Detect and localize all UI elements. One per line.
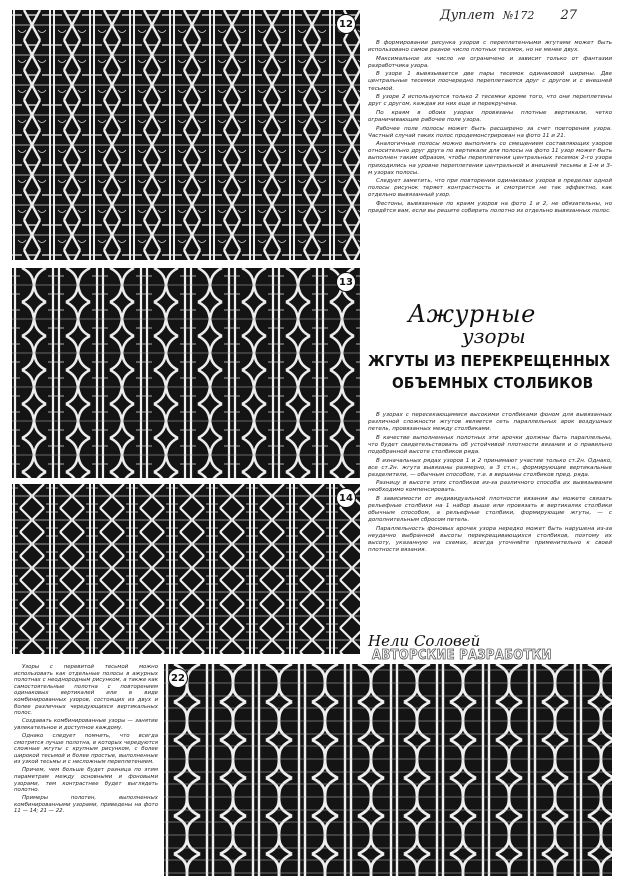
issue-number: №172	[502, 9, 535, 22]
lace-swatch-13-image	[12, 268, 360, 478]
author-name: Нели Соловей	[368, 632, 481, 650]
section-subtitle-line1: ЖГУТЫ ИЗ ПЕРЕКРЕЩЕННЫХ	[368, 352, 611, 370]
paragraph: Однако следует помнить, что всегда смотрятся лучше полотна, в которых чередуются сложные жгуты с крупным рисунком, с более широкой тесьмой и более простые, выполненные из узкой тесьмы и с несложным переплетением.	[14, 732, 158, 766]
paragraph: Узоры с перевитой тесьмой можно использовать как отдельные полосы в ажурных полотнах с неоднородным рисунком, а также как самостоятельные полотна с повторением одинаковых вертикалей или в виде комбинированных узоров, состоящих из двух и более различных чередующихся вертикальных полос.	[14, 664, 158, 717]
paragraph: В узоре 2 используются только 2 тесемки кроме того, что они переплетены друг с другом, каждая из них еще и перекручена.	[368, 94, 612, 108]
lace-swatch-12	[12, 10, 360, 260]
lace-swatch-14	[12, 484, 360, 654]
lace-swatch-13	[12, 268, 360, 478]
magazine-title: Дуплет	[440, 8, 495, 23]
technique-text-column	[368, 412, 612, 630]
section-title-line1: Ажурные	[408, 300, 536, 328]
intro-text-column	[368, 40, 612, 305]
section-title-line2: узоры	[462, 324, 526, 348]
paragraph: В зависимости от индивидуальной плотности вязания вы можете связать рельефные столбики на 1 набор выше или провязать в вертикалях столбики обычным способом, а рельефные столбики, формирующие жгуты, — с дополнительным сбросом петель.	[368, 496, 612, 524]
paragraph: Примеры полотен, выполненных комбинированными узорами, приведены на фото 11 — 14; 21 — 22.	[14, 795, 158, 815]
lace-swatch-22-image	[164, 664, 612, 876]
paragraph: По краям в обоих узорах провязаны плотные вертикали, четко ограничивающие рабочее поле узора.	[368, 109, 612, 123]
page-header	[440, 8, 612, 30]
paragraph: В качестве выполненных полотных эти арочки должны быть параллельны, что будет свидетельствовать об устойчивой плотности вязания и о правильно подобранной высоте столбиков ряда.	[368, 434, 612, 455]
paragraph: Рабочее поле полосы может быть расширено за счет повторения узора. Частный случай таких полос продемонстрирован на фото 11 и 21.	[368, 125, 612, 139]
paragraph: В изначальных рядах узоров 1 и 2 принимают участие только ст.2н. Однако, все ст.2н. жгута вывязаны размерно, а 3 ст.н., формирующие вертикальные разделители, — обычным способом, т.е. в вершины столбиков пред. ряда.	[368, 457, 612, 478]
paragraph: Фестоны, вывязанные по краям узоров на фото 1 и 2, не обязательны, но придётся вам, если вы решите собирать полотно из отдельно вывязанных полос.	[368, 200, 612, 215]
paragraph: Максимальное их число не ограничено и зависит только от фантазии разработчика узора.	[368, 55, 612, 69]
paragraph: В формировании рисунка узоров с переплетенными жгутами может быть использовано самое разное число плотных тесемок, но не менее двух.	[368, 40, 612, 54]
combination-text-column	[14, 664, 158, 876]
paragraph: Причем, чем больше будет разница по этим параметрам между основными и фоновыми узорами, тем контрастнее будет выглядеть полотно.	[14, 767, 158, 794]
page-number: 27	[560, 8, 578, 23]
paragraph: Создавать комбинированные узоры — занятие увлекательное и доступное каждому.	[14, 718, 158, 731]
paragraph: Аналогичные полосы можно выполнять со смещением составляющих узоров относительно друг друга по вертикали для полосы на фото 11 узор может быть выполнен таким образом, чтобы переплетения центральных тесемок 2-го узора приходились на уровне переплетения центральной и внешней тесьмы в 1-м и 3-м узорах полосы.	[368, 141, 612, 176]
paragraph: Параллельность фоновых арочек узора нередко может быть нарушена из-за неудачно выбранной высоты перекрещивающихся столбиков, поэтому их высоту, указанную на схемах, всегда уточняйте применительно к своей плотности вязания.	[368, 525, 612, 554]
swatch-number-badge: 13	[336, 272, 356, 292]
swatch-number-badge: 14	[336, 488, 356, 508]
swatch-number-badge: 12	[336, 14, 356, 34]
swatch-number-badge: 22	[168, 668, 188, 688]
paragraph: В узорах с пересекающимися высокими столбиками фоном для вывязанных различной сложности жгутов является сеть параллельных арок воздушных петель, провязанных между столбиками.	[368, 412, 612, 433]
lace-swatch-12-image	[12, 10, 360, 260]
lace-swatch-14-image	[12, 484, 360, 654]
author-tagline: АВТОРСКИЕ РАЗРАБОТКИ	[372, 648, 552, 663]
lace-swatch-22	[164, 664, 612, 876]
section-title-block	[366, 300, 614, 408]
author-block	[368, 632, 612, 662]
paragraph: В узоре 1 вывязывается две пары тесемок одинаковой ширины. Две центральные тесемки поочередно переплетаются друг с другом и с внешней тесьмой.	[368, 71, 612, 92]
section-subtitle-line2: ОБЪЕМНЫХ СТОЛБИКОВ	[392, 374, 594, 392]
paragraph: Следует заметить, что при повторении одинаковых узоров в пределах одной полосы рисунок теряет контрастность и смотрится не так эффектно, как отдельно вывязанный узор.	[368, 178, 612, 199]
paragraph: Разницу в высоте этих столбиков из-за различного способа их вывязывания необходимо компенсировать.	[368, 480, 612, 494]
